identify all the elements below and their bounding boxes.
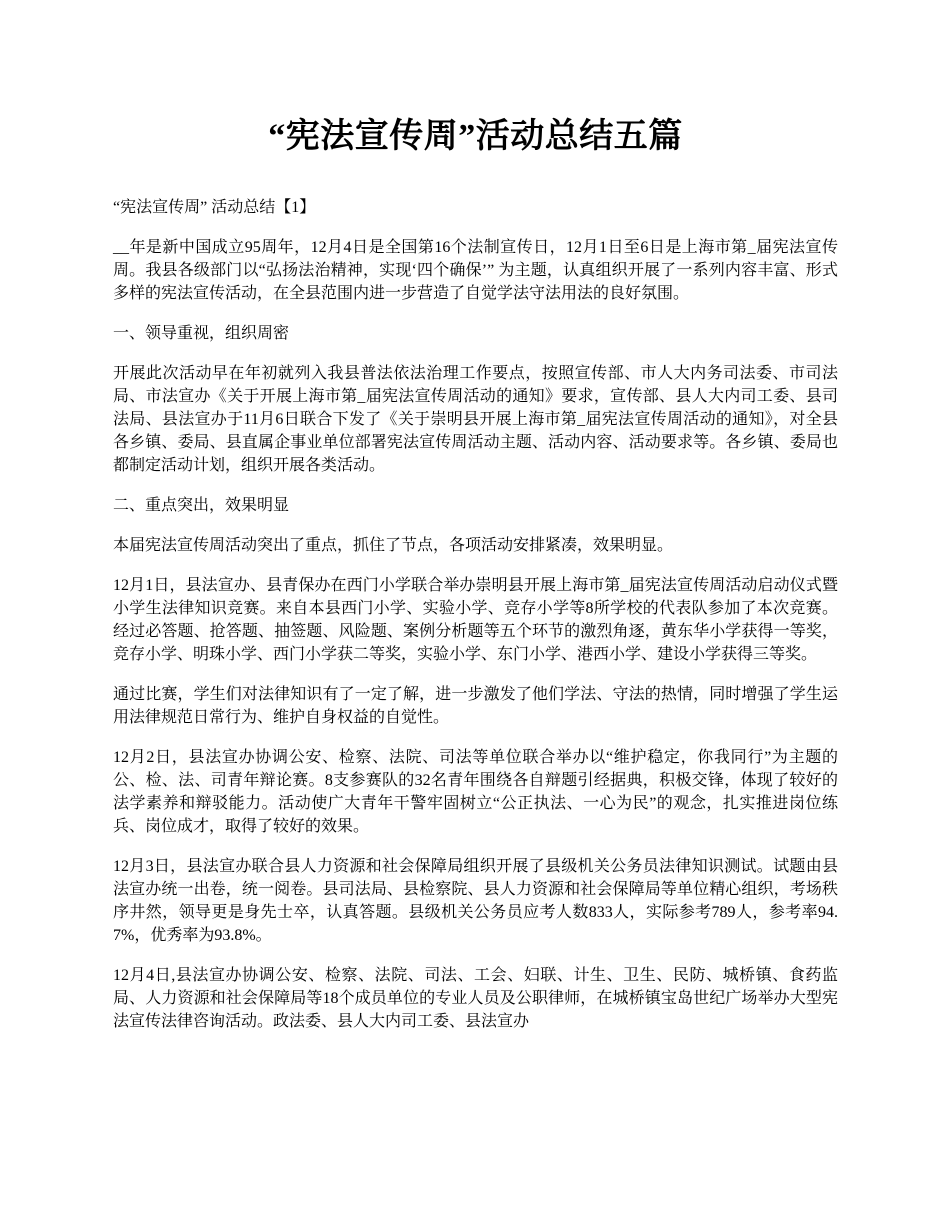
paragraph-dec-3: 12月3日，县法宣办联合县人力资源和社会保障局组织开展了县级机关公务员法律知识测试。试题由县法宣办统一出卷，统一阅卷。县司法局、县检察院、县人力资源和社会保障局等单位精心组织，考场秩序井然，领导更是身先士卒，认真答题。县级机关公务员应考人数833人，实际参考789人，参考率94.7%，优秀率为93.8%。 [113,858,838,944]
heading-key-points: 二、重点突出，效果明显 [113,497,290,514]
document-title: “宪法宣传周”活动总结五篇 [268,118,683,155]
paragraph-intro: __年是新中国成立95周年，12月4日是全国第16个法制宣传日，12月1日至6日是上海市第_届宪法宣传周。我县各级部门以“弘扬法治精神，实现‘四个确保’” 为主题，认真组织开展了一系列内容丰富、形式多样的宪法宣传活动，在全县范围内进一步营造了自觉学法守法用法的良好氛围。 [113,239,838,302]
paragraph-organization: 开展此次活动早在年初就列入我县普法依法治理工作要点，按照宣传部、市人大内务司法委、市司法局、市法宣办《关于开展上海市第_届宪法宣传周活动的通知》要求，宣传部、县人大内司工委、县司法局、县法宣办于11月6日联合下发了《关于崇明县开展上海市第_届宪法宣传周活动的通知》，对全县各乡镇、委局、县直属企事业单位部署宪法宣传周活动主题、活动内容、活动要求等。各乡镇、委局也都制定活动计划，组织开展各类活动。 [113,365,838,474]
paragraph-dec-4: 12月4日,县法宣办协调公安、检察、法院、司法、工会、妇联、计生、卫生、民防、城桥镇、食药监局、人力资源和社会保障局等18个成员单位的专业人员及公职律师，在城桥镇宝岛世纪广场举办大型宪法宣传法律咨询活动。政法委、县人大内司工委、县法宣办 [113,967,838,1030]
paragraph-dec-2: 12月2日，县法宣办协调公安、检察、法院、司法等单位联合举办以“维护稳定，你我同行”为主题的公、检、法、司青年辩论赛。8支参赛队的32名青年围绕各自辩题引经据典，积极交锋，体现了较好的法学素养和辩驳能力。活动使广大青年干警牢固树立“公正执法、一心为民”的观念，扎实推进岗位练兵、岗位成才，取得了较好的效果。 [113,749,838,835]
paragraph-dec-1: 12月1日，县法宣办、县青保办在西门小学联合举办崇明县开展上海市第_届宪法宣传周活动启动仪式暨小学生法律知识竞赛。来自本县西门小学、实验小学、竞存小学等8所学校的代表队参加了本次竞赛。经过必答题、抢答题、抽签题、风险题、案例分析题等五个环节的激烈角逐，黄东华小学获得一等奖，竞存小学、明珠小学、西门小学获二等奖，实验小学、东门小学、港西小学、建设小学获得三等奖。 [113,577,838,663]
section-heading: “宪法宣传周” 活动总结【1】 [113,199,316,216]
paragraph-competition-result: 通过比赛，学生们对法律知识有了一定了解，进一步激发了他们学法、守法的热情，同时增强了学生运用法律规范日常行为、维护自身权益的自觉性。 [113,686,838,726]
document-page [113,112,838,1050]
paragraph-highlights: 本届宪法宣传周活动突出了重点，抓住了节点，各项活动安排紧凑，效果明显。 [113,537,674,554]
heading-leadership: 一、领导重视，组织周密 [113,325,290,342]
